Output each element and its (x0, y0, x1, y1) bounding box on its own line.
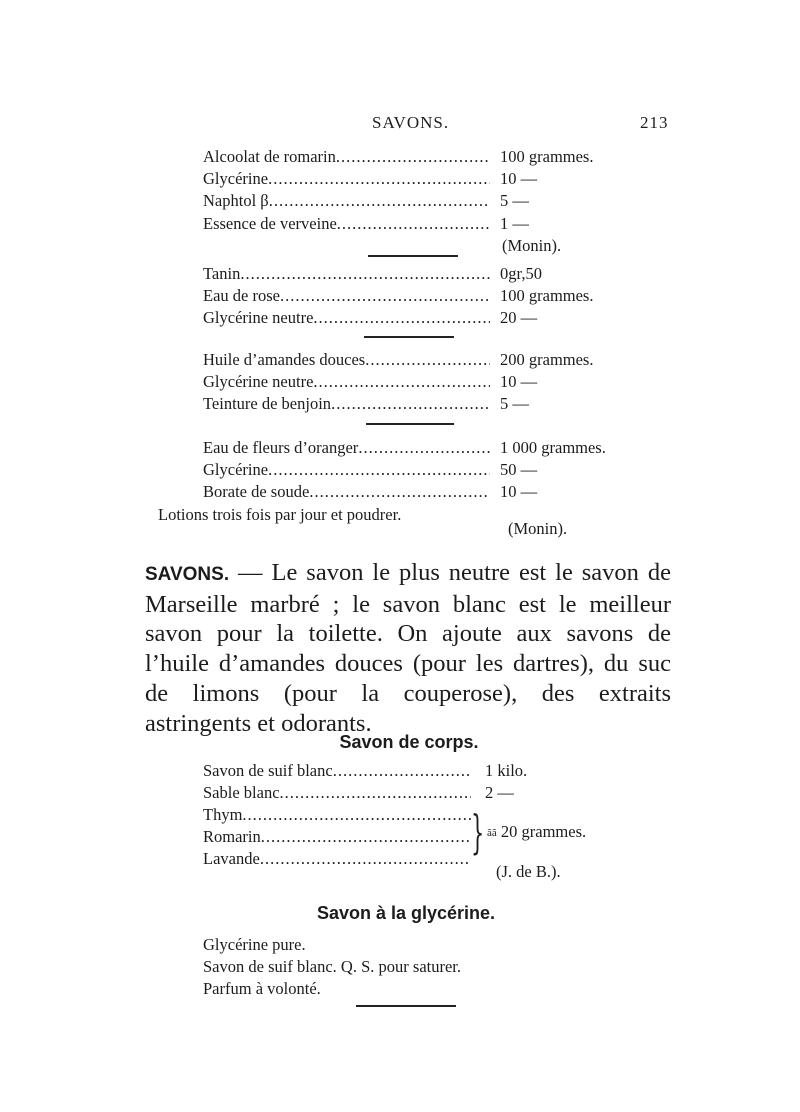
herb-row (203, 826, 471, 848)
ingredient-name: Glycérine neutre (203, 308, 314, 328)
ingredient-name: Alcoolat de romarin (203, 147, 336, 166)
ingredient-name: Teinture de benjoin (203, 394, 332, 414)
recipe-attribution: (Monin). (502, 235, 562, 255)
end-rule (356, 1005, 456, 1007)
ingredient-qty: 2 — (485, 783, 514, 803)
ingredient-name: Glycérine (203, 169, 269, 189)
ingredient-qty: 200 grammes. (500, 350, 594, 369)
ingredient-name: Glycérine neutre (203, 372, 314, 392)
ingredient-qty: 20 — (500, 308, 538, 328)
herb-name: Romarin (203, 827, 261, 847)
ingredient-qty: 1 000 grammes. (500, 438, 606, 457)
section-title-savon-glycerine: Savon à la glycérine. (316, 903, 496, 923)
separator-rule (368, 255, 458, 257)
ingredient-name: Glycérine (203, 460, 269, 480)
ingredient-row (203, 437, 606, 459)
ingredient-qty: 100 grammes. (500, 286, 594, 306)
ingredient-name: Eau de rose (203, 286, 280, 306)
ingredient-name: Naphtol β (203, 191, 269, 211)
herb-qty-prefix: ãã (487, 827, 497, 839)
herb-name: Thym (203, 805, 243, 824)
ingredient-row (203, 371, 593, 393)
page-number: 213 (640, 113, 669, 132)
ingredient-row (203, 263, 593, 285)
separator-rule (364, 336, 454, 338)
herb-quantity (487, 822, 586, 842)
running-head: SAVONS. (372, 113, 450, 132)
ingredient-qty: 100 grammes. (500, 147, 594, 166)
ingredient-row (203, 213, 593, 235)
ingredient-row (203, 190, 593, 212)
herb-qty-value: 20 grammes. (500, 822, 587, 841)
ingredient-name: Tanin (203, 264, 241, 283)
recipe-2 (203, 263, 593, 330)
ingredient-row (203, 168, 593, 190)
ingredient-name: Borate de soude (203, 482, 310, 502)
ingredient-name: Essence de verveine (203, 213, 337, 233)
savons-paragraph (145, 558, 671, 738)
section-title-savon-de-corps: Savon de corps. (339, 732, 479, 752)
ingredient-name: Huile d’amandes douces (203, 350, 366, 369)
recipe-savon-de-corps (203, 760, 527, 804)
ingredient-row (203, 307, 593, 329)
recipe-3 (203, 349, 593, 416)
ingredient-qty: 10 — (500, 169, 538, 189)
ingredient-qty: 1 kilo. (485, 761, 528, 780)
ingredient-name: Savon de suif blanc (203, 761, 333, 780)
ingredient-qty: 10 — (500, 482, 538, 502)
recipe-line: Savon de suif blanc. Q. S. pour saturer. (203, 957, 461, 977)
ingredient-row (203, 349, 593, 371)
recipe-attribution: (Monin). (508, 519, 568, 538)
recipe-4 (203, 437, 606, 504)
recipe-instruction: Lotions trois fois par jour et poudrer. (158, 505, 402, 524)
ingredient-qty: 50 — (500, 460, 538, 480)
ingredient-qty: 0gr,50 (500, 264, 542, 283)
separator-rule (366, 423, 454, 425)
recipe-line: Parfum à volonté. (203, 979, 321, 999)
recipe-line: Glycérine pure. (203, 935, 306, 954)
ingredient-row (203, 760, 527, 782)
ingredient-qty: 5 — (500, 191, 529, 211)
paragraph-lead: SAVONS. (145, 564, 230, 585)
recipe-attribution: (J. de B.). (496, 862, 561, 881)
right-brace: } (471, 805, 485, 859)
paragraph-text: — Le savon le plus neutre est le savon de Marseille marbré ; le savon blanc est le meilleur savon pour la toilette. On ajoute aux savons de l’huile d’amandes douces (pour les dartres), du suc de limons (pour la couperose), des extraits astringents et odorants. (145, 559, 671, 737)
herb-name: Lavande (203, 849, 260, 869)
ingredient-row (203, 285, 593, 307)
herb-row (203, 804, 471, 826)
ingredient-qty: 5 — (500, 394, 529, 414)
recipe-savon-glycerine (203, 934, 461, 1001)
herb-row (203, 848, 471, 870)
ingredient-row (203, 481, 606, 503)
recipe-1 (203, 146, 593, 257)
ingredient-row (203, 459, 606, 481)
ingredient-row (203, 146, 593, 168)
ingredient-name: Sable blanc (203, 783, 280, 803)
ingredient-row (203, 393, 593, 415)
herb-list (203, 804, 471, 871)
ingredient-qty: 10 — (500, 372, 538, 392)
ingredient-name: Eau de fleurs d’oranger (203, 438, 359, 457)
ingredient-qty: 1 — (500, 213, 529, 233)
